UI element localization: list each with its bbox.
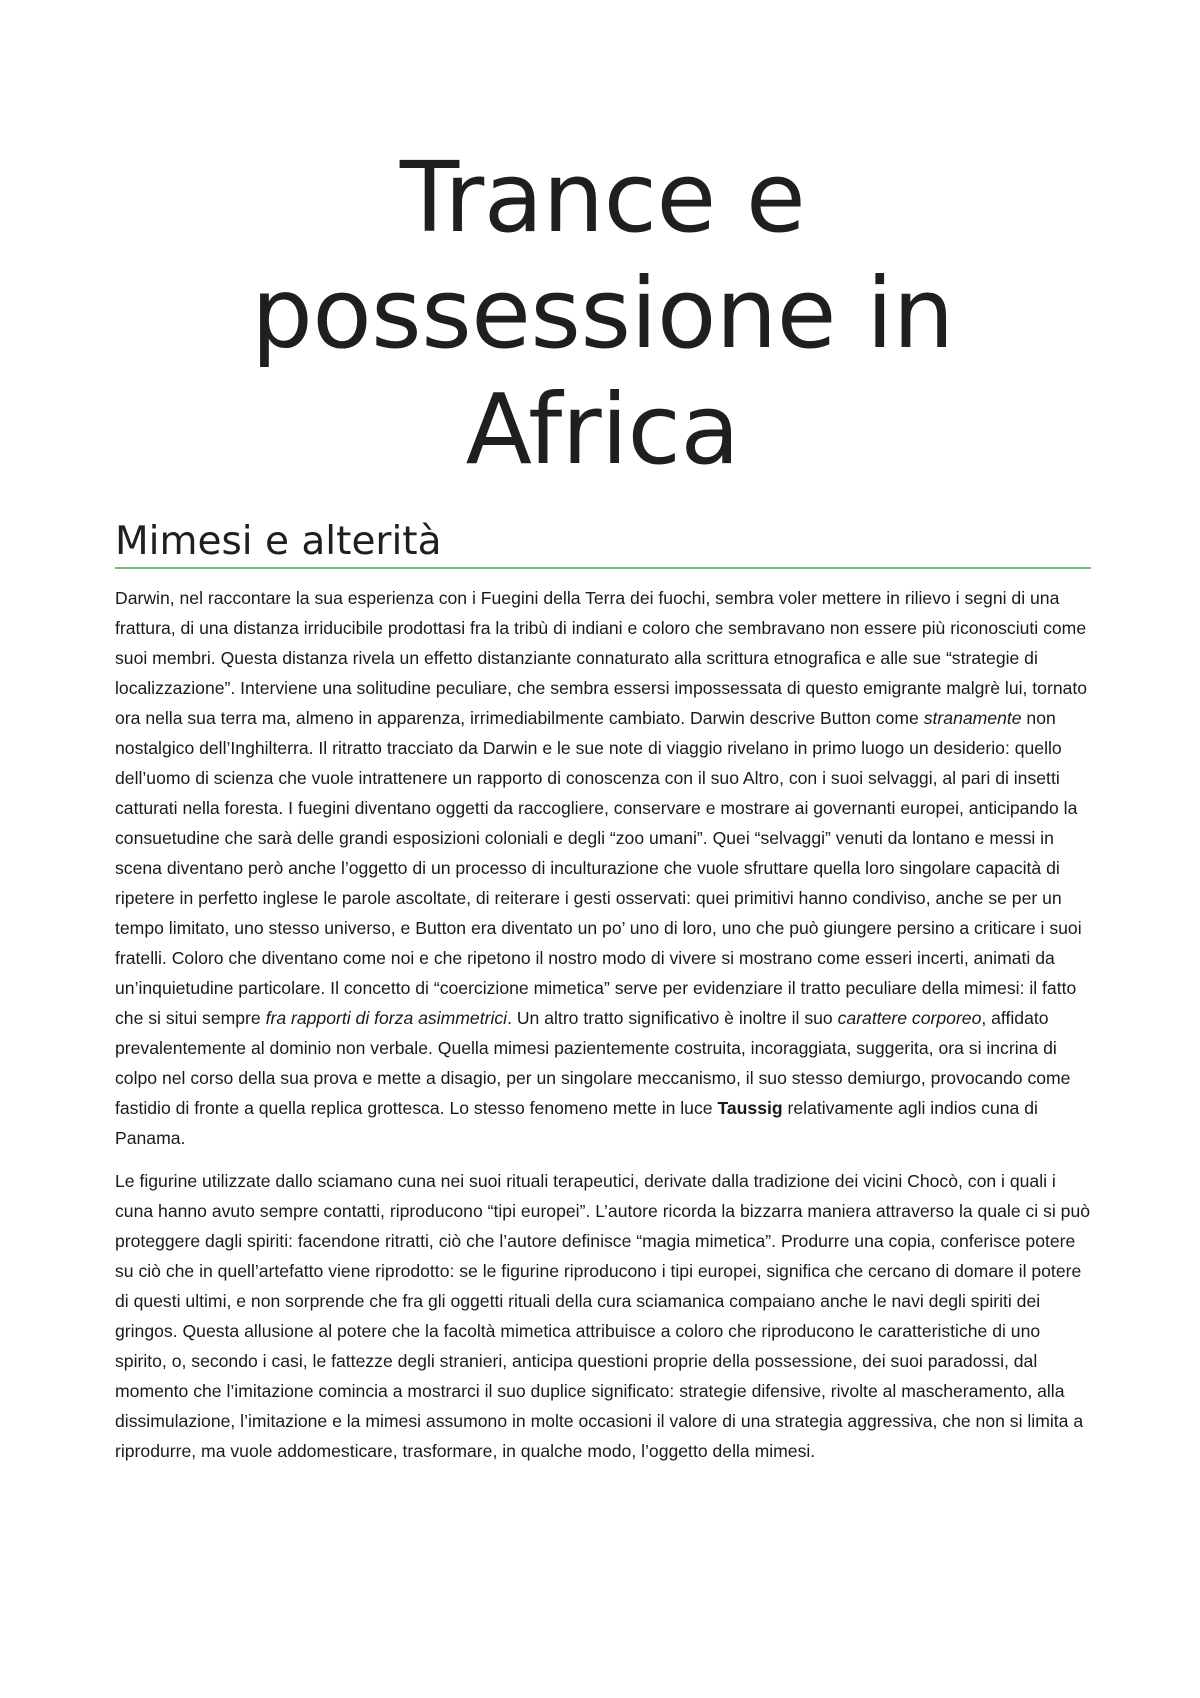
paragraph: Le figurine utilizzate dallo sciamano cuna nei suoi rituali terapeutici, derivate dalla tradizione dei vicini Chocò, con i quali i cuna hanno avuto sempre contatti, riproducono “tipi europei”. L’autore ricorda la bizzarra maniera attraverso la quale ci si può proteggere dagli spiriti: facendone ritratti, ciò che l’autore definisce “magia mimetica”. Produrre una copia, conferisce potere su ciò che in quell’artefatto viene riprodotto: se le figurine riproducono i tipi europei, significa che cercano di domare il potere di questi ultimi, e non sorprende che fra gli oggetti rituali della cura sciamanica compaiano anche le navi degli spiriti dei gringos. Questa allusione al potere che la facoltà mimetica attribuisce a coloro che riproducono le caratteristiche di uno spirito, o, secondo i casi, le fattezze degli stranieri, anticipa questioni proprie della possessione, dei suoi paradossi, dal momento che l’imitazione comincia a mostrarci il suo duplice significato: strategie difensive, rivolte al mascheramento, alla dissimulazione, l’imitazione e la mimesi assumono in molte occasioni il valore di una strategia aggressiva, che non si limita a riprodurre, ma vuole addomesticare, trasformare, in qualche modo, l’oggetto della mimesi. bbox=[115, 1171, 1091, 1461]
emphasis: carattere corporeo bbox=[837, 1008, 982, 1028]
text-run: relativamente agli indios cuna di Panama. bbox=[115, 1098, 1038, 1148]
heading-underline bbox=[115, 567, 1091, 569]
section-heading: Mimesi e alterità bbox=[115, 519, 442, 564]
text-run: Darwin, nel raccontare la sua esperienza con i Fuegini della Terra dei fuochi, sembra voler mettere in rilievo i segni di una frattura, di una distanza irriducibile prodottasi fra la tribù di indiani e coloro che sembravano non essere più riconosciuti come suoi membri. Questa distanza rivela un effetto distanziante connaturato alla scrittura etnografica e alle sue “strategie di localizzazione”. Interviene una solitudine peculiare, che sembra essersi impossessata di questo emigrante malgrè lui, tornato ora nella sua terra ma, almeno in apparenza, irrimediabilmente cambiato. Darwin descrive Button come bbox=[115, 588, 1088, 728]
emphasis: stranamente bbox=[923, 708, 1022, 728]
document-title: Trance e possessione in Africa bbox=[251, 141, 954, 486]
bold-name: Taussig bbox=[717, 1098, 783, 1118]
text-run: non nostalgico dell’Inghilterra. Il ritratto tracciato da Darwin e le sue note di viaggio rivelano in primo luogo un desiderio: quello dell’uomo di scienza che vuole intrattenere un rapporto di conoscenza con il suo Altro, con i suoi selvaggi, al pari di insetti catturati nella foresta. I fuegini diventano oggetti da raccogliere, conservare e mostrare ai governanti europei, anticipando la consuetudine che sarà delle grandi esposizioni coloniali e degli “zoo umani”. Quei “selvaggi” venuti da lontano e messi in scena diventano però anche l’oggetto di un processo di inculturazione che vuole sfruttare quella loro singolare capacità di ripetere in perfetto inglese le parole ascoltate, di reiterare i gesti osservati: quei primitivi hanno condiviso, anche se per un tempo limitato, uno stesso universo, e Button era diventato un po’ uno di loro, uno che può giungere persino a criticare i suoi fratelli. Coloro che diventano come noi e che ripetono il nostro modo di vivere si mostrano come esseri incerti, animati da un’inquietudine particolare. Il concetto di “coercizione mimetica” serve per evidenziare il tratto peculiare della mimesi: il fatto che si situi sempre bbox=[115, 708, 1082, 1028]
text-run: . Un altro tratto significativo è inoltre il suo bbox=[507, 1008, 838, 1028]
paragraph bbox=[115, 583, 1095, 1153]
emphasis: fra rapporti di forza asimmetrici bbox=[265, 1008, 508, 1028]
body-text bbox=[115, 583, 1095, 1479]
text-run: , affidato prevalentemente al dominio non verbale. Quella mimesi pazientemente costruita, incoraggiata, suggerita, ora si incrina di colpo nel corso della sua prova e mette a disagio, per un singolare meccanismo, il suo stesso demiurgo, provocando come fastidio di fronte a quella replica grottesca. Lo stesso fenomeno mette in luce bbox=[115, 1008, 1071, 1118]
